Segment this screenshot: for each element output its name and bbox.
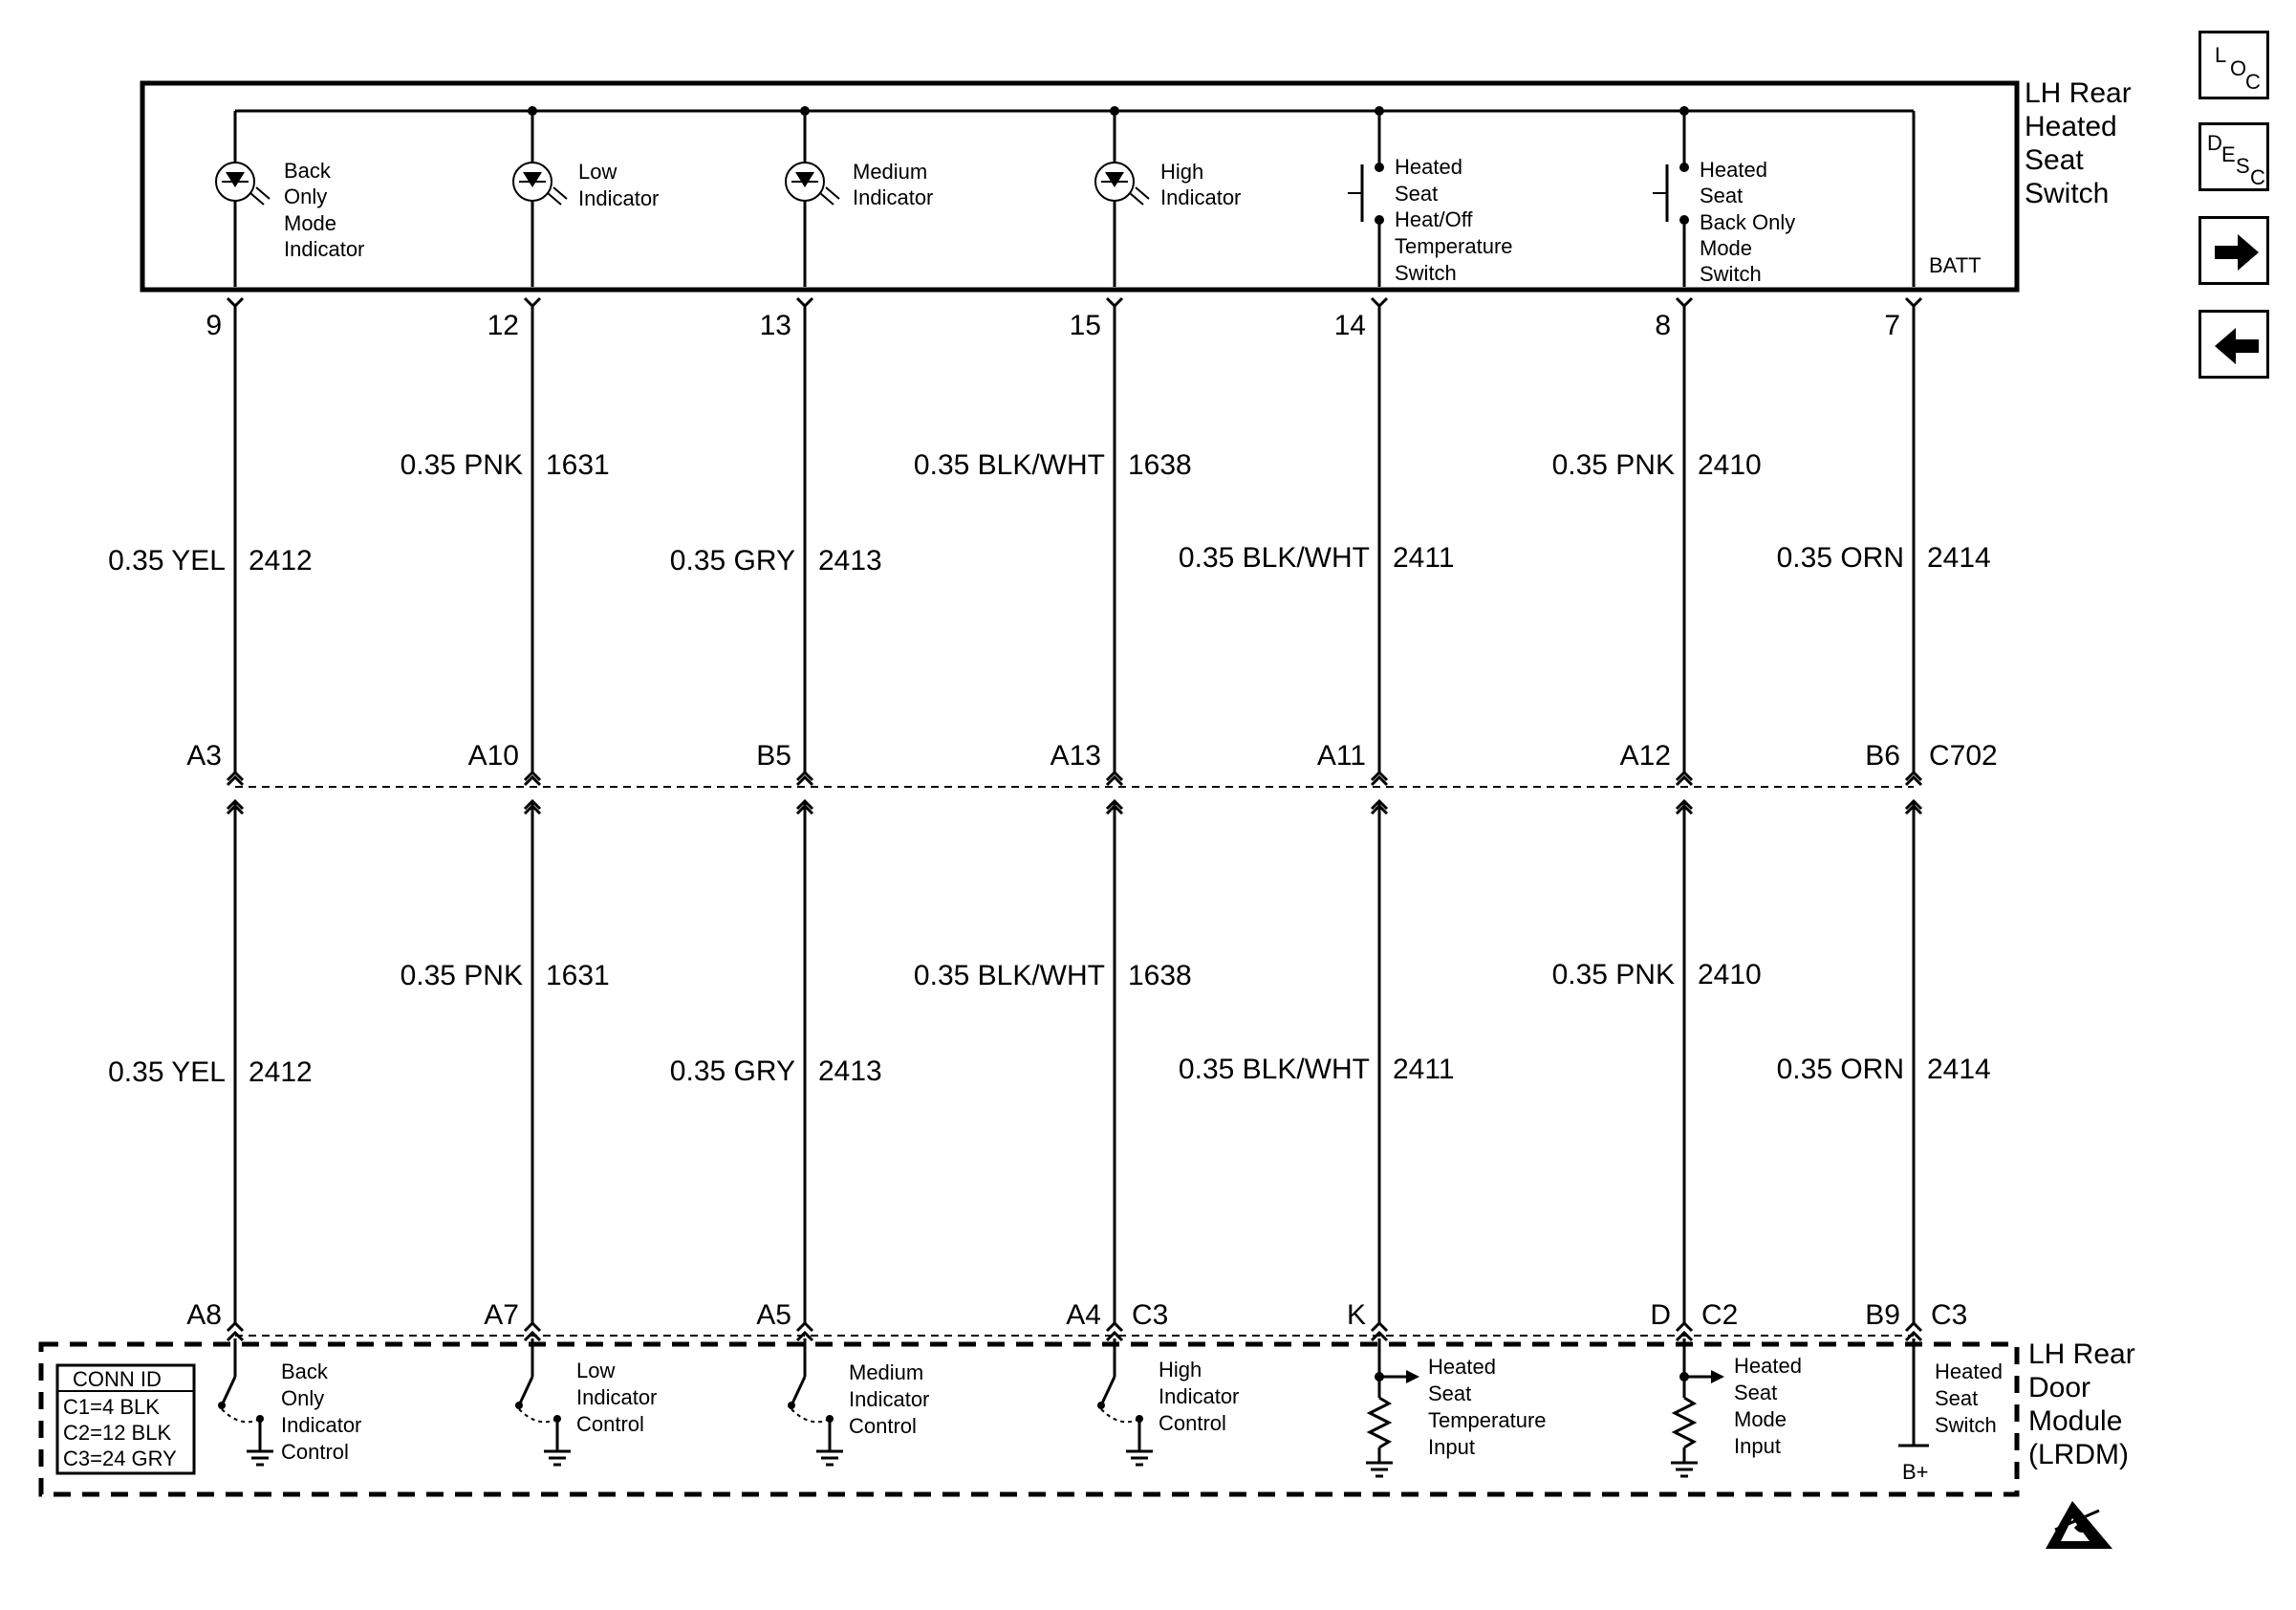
switch-back-only-mode [1653, 163, 1689, 287]
wire-size-color: 0.35 BLK/WHT [913, 960, 1105, 991]
label-high-indicator: High Indicator [1160, 160, 1242, 209]
label-medium-indicator: Medium Indicator [853, 160, 934, 209]
wire-column-2414 [1906, 298, 1921, 1340]
b-plus-label: B+ [1902, 1460, 1929, 1484]
led-low-indicator [513, 148, 567, 287]
wire-circuit: 2412 [249, 1056, 313, 1088]
svg-text:C3=24 GRY: C3=24 GRY [63, 1447, 177, 1470]
door-module-title: LH Rear Door Module (LRDM) [2028, 1338, 2135, 1470]
wire-size-color: 0.35 YEL [108, 545, 226, 577]
connector-cavity-bottom: D [1650, 1299, 1671, 1331]
connector-cavity-bottom: A5 [756, 1299, 791, 1331]
wire-size-color: 0.35 PNK [400, 960, 523, 991]
svg-text:L: L [2215, 43, 2227, 67]
connector-cavity-top: A13 [1050, 740, 1101, 772]
led-medium-indicator [786, 148, 839, 287]
connector-cavity-top: A11 [1316, 740, 1366, 772]
connector-cavity-top: B6 [1865, 740, 1900, 772]
esd-warning-icon [2046, 1501, 2112, 1549]
wire-size-color: 0.35 BLK/WHT [1178, 542, 1370, 574]
wire-size-color: 0.35 GRY [669, 1055, 795, 1087]
connector-cavity-bottom: K [1346, 1299, 1366, 1331]
description-button[interactable] [2199, 122, 2269, 191]
led-back-only-mode-indicator [216, 148, 270, 287]
label-heated-seat-switch-input: Heated Seat Switch [1935, 1360, 2003, 1437]
location-icon [2201, 33, 2272, 102]
wire-size-color: 0.35 PNK [400, 449, 523, 481]
pin-top-7: 7 [1884, 310, 1900, 341]
wire-size-color: 0.35 GRY [669, 545, 795, 577]
pin-top-14: 14 [1333, 310, 1366, 341]
svg-text:O: O [2230, 56, 2247, 80]
svg-text:D: D [2207, 131, 2222, 155]
pin-top-12: 12 [487, 310, 519, 341]
wires-layer [108, 298, 1991, 1340]
label-medium-indicator-control: Medium Indicator Control [849, 1360, 930, 1438]
wire-column-2412 [227, 298, 243, 1340]
wire-size-color: 0.35 PNK [1551, 449, 1675, 481]
wire-circuit: 2410 [1698, 449, 1762, 481]
wire-column-2410 [1677, 298, 1692, 1340]
label-heated-seat-temperature-input: Heated Seat Temperature Input [1428, 1355, 1547, 1459]
wire-column-2413 [797, 298, 812, 1340]
wire-circuit: 2414 [1927, 542, 1991, 574]
connector-cavity-bottom: B9 [1865, 1299, 1900, 1331]
wire-circuit: 2411 [1393, 1054, 1455, 1085]
label-back-only-mode-switch: Heated Seat Back Only Mode Switch [1700, 158, 1796, 286]
pin-top-13: 13 [759, 310, 791, 341]
label-back-only-mode-indicator: Back Only Mode Indicator [284, 159, 365, 261]
label-high-indicator-control: High Indicator Control [1159, 1358, 1240, 1435]
conn-id-table [57, 1365, 194, 1473]
label-heat-off-temperature-switch: Heated Seat Heat/Off Temperature Switch [1395, 155, 1513, 285]
wire-size-color: 0.35 BLK/WHT [1178, 1054, 1370, 1085]
wire-size-color: 0.35 PNK [1551, 959, 1675, 990]
switch-heat-off-temperature [1348, 163, 1384, 287]
arrow-left-icon [2201, 313, 2272, 381]
module-connector-id: C3 [1931, 1299, 1968, 1331]
wire-size-color: 0.35 ORN [1776, 542, 1904, 574]
label-heated-seat-mode-input: Heated Seat Mode Input [1734, 1354, 1802, 1458]
svg-text:CONN ID: CONN ID [73, 1367, 162, 1391]
previous-page-button[interactable] [2199, 310, 2269, 379]
connector-cavity-top: A3 [186, 740, 222, 772]
pin-top-15: 15 [1069, 310, 1101, 341]
wire-column-1631 [525, 298, 540, 1340]
svg-text:E: E [2221, 142, 2236, 166]
wire-circuit: 1631 [546, 960, 610, 991]
wire-size-color: 0.35 BLK/WHT [913, 449, 1105, 481]
door-module-symbols [218, 1338, 1929, 1476]
svg-text:C: C [2245, 70, 2261, 94]
label-low-indicator-control: Low Indicator Control [576, 1359, 658, 1436]
module-connector-id: C3 [1132, 1299, 1169, 1331]
connector-cavity-top: A10 [467, 740, 519, 772]
label-low-indicator: Low Indicator [578, 160, 660, 210]
module-connector-id: C2 [1701, 1299, 1739, 1331]
wire-circuit: 2413 [818, 1055, 882, 1087]
next-page-button[interactable] [2199, 216, 2269, 285]
connector-cavity-bottom: A4 [1066, 1299, 1101, 1331]
wire-circuit: 1638 [1128, 960, 1192, 991]
connector-cavity-top: A12 [1619, 740, 1671, 772]
connector-c702-label: C702 [1929, 740, 1998, 772]
wire-circuit: 2410 [1698, 959, 1762, 990]
pin-top-8: 8 [1655, 310, 1671, 341]
wire-circuit: 2414 [1927, 1054, 1991, 1085]
wire-column-1638 [1107, 298, 1122, 1340]
wire-size-color: 0.35 YEL [108, 1056, 226, 1088]
wire-circuit: 2412 [249, 545, 313, 577]
led-high-indicator [1095, 148, 1149, 287]
connector-cavity-bottom: A8 [186, 1299, 222, 1331]
label-back-only-indicator-control: Back Only Indicator Control [281, 1360, 362, 1464]
svg-text:C: C [2250, 165, 2265, 189]
svg-text:S: S [2236, 154, 2250, 178]
svg-text:C1=4 BLK: C1=4 BLK [63, 1395, 160, 1419]
wire-circuit: 2411 [1393, 542, 1455, 574]
wire-size-color: 0.35 ORN [1776, 1054, 1904, 1085]
wire-circuit: 2413 [818, 545, 882, 577]
connector-cavity-bottom: A7 [484, 1299, 519, 1331]
location-button[interactable] [2199, 31, 2269, 99]
wire-column-2411 [1372, 298, 1387, 1340]
arrow-right-icon [2201, 219, 2272, 288]
svg-text:C2=12 BLK: C2=12 BLK [63, 1421, 172, 1445]
connector-cavity-top: B5 [756, 740, 791, 772]
switch-module-title: LH Rear Heated Seat Switch [2025, 77, 2132, 209]
batt-label: BATT [1929, 253, 1982, 277]
wire-circuit: 1631 [546, 449, 610, 481]
wire-circuit: 1638 [1128, 449, 1192, 481]
description-icon [2201, 125, 2272, 194]
pin-top-9: 9 [206, 310, 222, 341]
